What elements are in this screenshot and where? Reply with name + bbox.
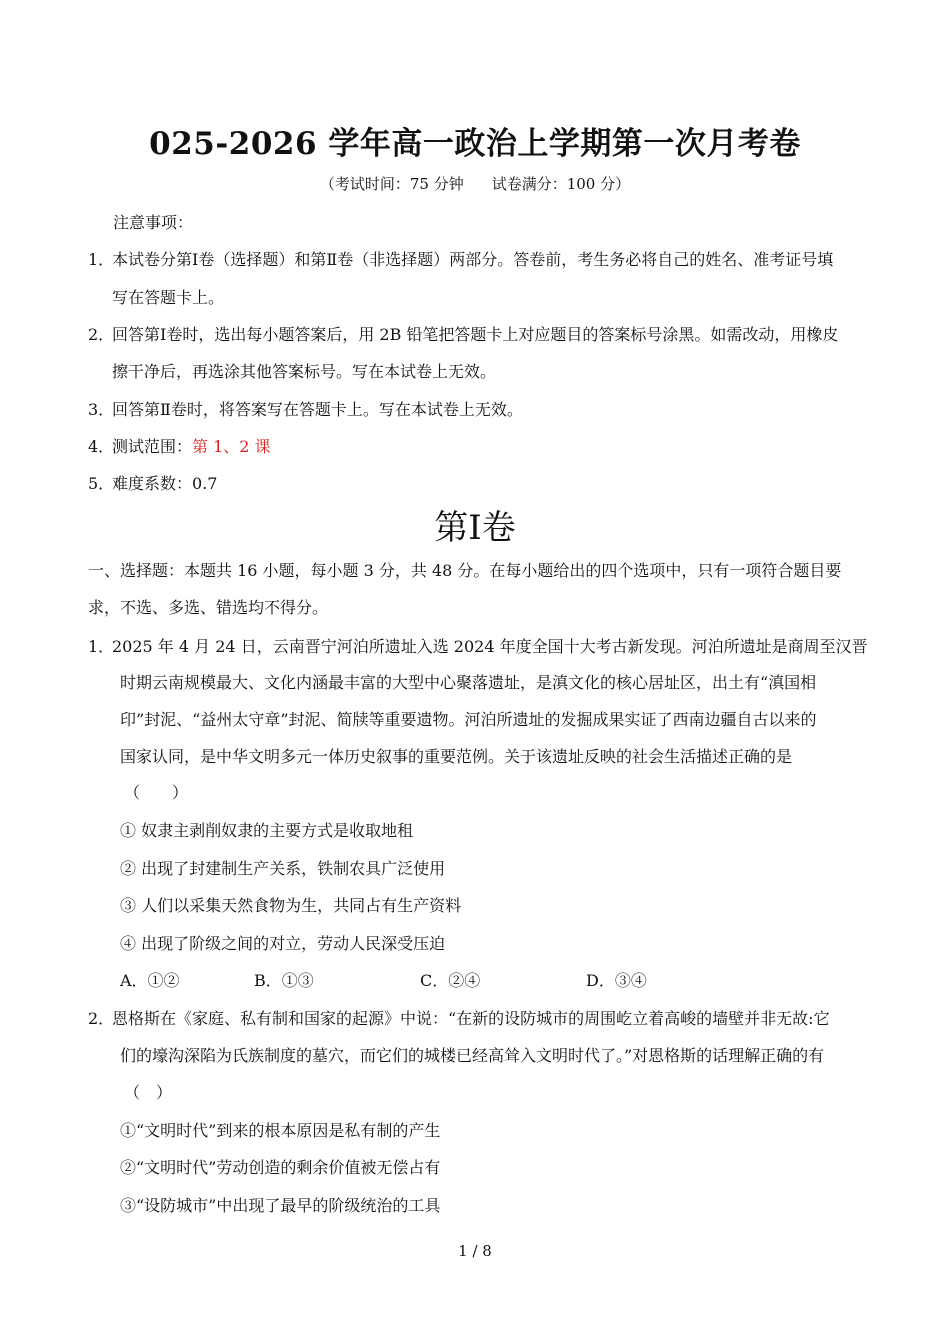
volume-title: 第Ⅰ卷 — [434, 508, 516, 548]
answer-blank: （ ） — [124, 783, 189, 802]
statement: ①“文明时代”到来的根本原因是私有制的产生 — [120, 1121, 441, 1140]
answer-blank: （ ） — [124, 1083, 173, 1102]
exam-info — [0, 173, 950, 194]
test-scope: 第 1、2 课 — [192, 437, 271, 456]
question-stem-cont: 印”封泥、“益州太守章”封泥、简牍等重要遗物。河泊所遗址的发掘成果实证了西南边疆自古以来的 — [120, 710, 817, 729]
exam-time: （考试时间：75 分钟 — [319, 175, 464, 193]
notice-item-cont: 写在答题卡上。 — [112, 288, 225, 307]
option-b: B．①③ — [254, 971, 314, 990]
option-c: C．②④ — [420, 971, 481, 990]
notice-heading: 注意事项： — [113, 213, 194, 232]
question-stem-cont: 们的壕沟深陷为氏族制度的墓穴，而它们的城楼已经高耸入文明时代了。”对恩格斯的话理解正确的有 — [120, 1046, 825, 1065]
page-title: 025-2026 学年高一政治上学期第一次月考卷 — [149, 126, 801, 162]
statement: ④ 出现了阶级之间的对立，劳动人民深受压迫 — [120, 934, 446, 953]
statement: ③“设防城市”中出现了最早的阶级统治的工具 — [120, 1196, 441, 1215]
section-instructions: 一、选择题：本题共 16 小题，每小题 3 分，共 48 分。在每小题给出的四个选项中，只有一项符合题目要 — [88, 561, 842, 580]
statement: ② 出现了封建制生产关系，铁制农具广泛使用 — [120, 859, 446, 878]
section-instructions-cont: 求，不选、多选、错选均不得分。 — [88, 598, 329, 617]
question-stem: 2．恩格斯在《家庭、私有制和国家的起源》中说：“在新的设防城市的周围屹立着高峻的墙壁并非无故:它 — [88, 1009, 830, 1028]
answer-options — [120, 968, 720, 991]
page-number: 1 / 8 — [458, 1242, 492, 1260]
question-stem-cont: 国家认同，是中华文明多元一体历史叙事的重要范例。关于该遗址反映的社会生活描述正确的是 — [120, 747, 793, 766]
question-stem: 1．2025 年 4 月 24 日，云南晋宁河泊所遗址入选 2024 年度全国十大考古新发现。河泊所遗址是商周至汉晋 — [88, 637, 868, 656]
statement: ① 奴隶主剥削奴隶的主要方式是收取地租 — [120, 821, 414, 840]
statement: ③ 人们以采集天然食物为生，共同占有生产资料 — [120, 896, 462, 915]
notice-item: 2．回答第Ⅰ卷时，选出每小题答案后，用 2B 铅笔把答题卡上对应题目的答案标号涂黑。如需改动，用橡皮 — [88, 325, 839, 344]
statement: ②“文明时代”劳动创造的剩余价值被无偿占有 — [120, 1158, 441, 1177]
notice-item: 1．本试卷分第Ⅰ卷（选择题）和第Ⅱ卷（非选择题）两部分。答卷前，考生务必将自己的姓名、准考证号填 — [88, 250, 834, 269]
question-stem-cont: 时期云南规模最大、文化内涵最丰富的大型中心聚落遗址，是滇文化的核心居址区，出土有“滇国相 — [120, 673, 817, 692]
notice-item: 5．难度系数：0.7 — [88, 474, 218, 493]
notice-item-cont: 擦干净后，再选涂其他答案标号。写在本试卷上无效。 — [112, 362, 497, 381]
option-d: D．③④ — [586, 971, 647, 990]
option-a: A．①② — [120, 971, 180, 990]
notice-item: 4．测试范围：第 1、2 课 — [88, 437, 271, 456]
notice-item: 3．回答第Ⅱ卷时，将答案写在答题卡上。写在本试卷上无效。 — [88, 400, 523, 419]
exam-score: 试卷满分：100 分） — [491, 175, 631, 193]
